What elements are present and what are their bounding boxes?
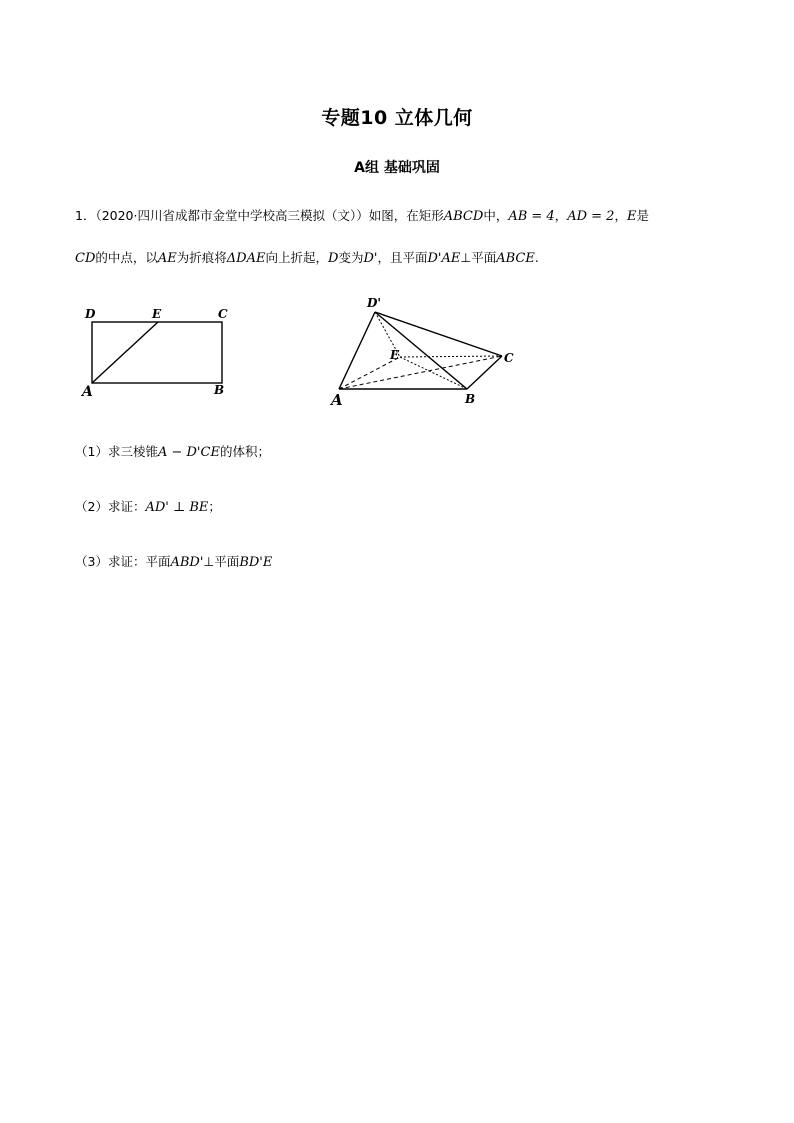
rect-abcd <box>92 322 222 383</box>
problem-line-1 <box>75 206 649 224</box>
rectangle-figure <box>75 300 245 405</box>
label-c: C <box>218 307 228 321</box>
text: . <box>534 250 539 265</box>
text: ⊥平面 <box>203 554 240 569</box>
edge-b-c <box>467 356 502 389</box>
text: ， <box>614 208 627 223</box>
label-b: B <box>214 383 225 397</box>
text: 是 <box>636 208 649 223</box>
math-ae: AE <box>157 251 177 266</box>
math-ad: AD = 2 <box>567 209 615 224</box>
math-cd: CD <box>75 251 96 266</box>
question-3 <box>75 552 272 570</box>
math-plane-abce: ABCE <box>496 251 535 266</box>
edge-dp-b <box>375 312 467 389</box>
math-plane-bde: BD'E <box>239 555 273 570</box>
question-1 <box>75 442 270 460</box>
label-d: D <box>85 307 96 321</box>
text: 1．（2020·四川省成都市金堂中学校高三模拟（文））如图，在矩形 <box>75 208 444 223</box>
text: 变为 <box>338 250 364 265</box>
page-title: 专题10 立体几何 <box>321 107 473 129</box>
math-plane-dae: D'AE <box>427 251 461 266</box>
math-ab: AB = 4 <box>508 209 555 224</box>
label-a: A <box>82 384 93 400</box>
question-2 <box>75 497 221 515</box>
problem-line-2 <box>75 248 539 266</box>
text: ， <box>554 208 568 223</box>
edge-e-c <box>400 356 502 357</box>
text: ； <box>208 499 221 514</box>
pyramid-figure <box>325 292 525 410</box>
math-perp: AD' ⊥ BE <box>145 500 209 515</box>
text: （1）求三棱锥 <box>75 444 158 459</box>
text: （3）求证：平面 <box>75 554 171 569</box>
label-a: A <box>331 391 343 409</box>
math-triangle: ΔDAE <box>226 251 266 266</box>
text: 的中点，以 <box>95 250 158 265</box>
text: （2）求证： <box>75 499 146 514</box>
math-plane-abd: ABD' <box>170 555 204 570</box>
label-e: E <box>390 348 400 362</box>
label-e: E <box>152 307 162 321</box>
math-d: D <box>328 251 339 266</box>
text: 向上折起， <box>265 250 329 265</box>
math-rect: ABCD <box>443 209 484 224</box>
label-c: C <box>504 351 514 365</box>
math-dprime: D' <box>363 251 378 266</box>
text: 中， <box>483 208 509 223</box>
edge-dp-a <box>339 312 375 389</box>
math-e: E <box>626 209 637 224</box>
label-b: B <box>465 392 476 406</box>
text: ，且平面 <box>377 250 428 265</box>
text: 为折痕将 <box>176 250 227 265</box>
edge-a-c <box>339 356 502 389</box>
text: 的体积； <box>219 444 270 459</box>
segment-ae <box>92 322 158 383</box>
section-heading: A组 基础巩固 <box>354 160 440 176</box>
label-dprime: D' <box>367 296 382 310</box>
math-pyramid: A − D'CE <box>157 445 220 460</box>
text: ⊥平面 <box>460 250 497 265</box>
